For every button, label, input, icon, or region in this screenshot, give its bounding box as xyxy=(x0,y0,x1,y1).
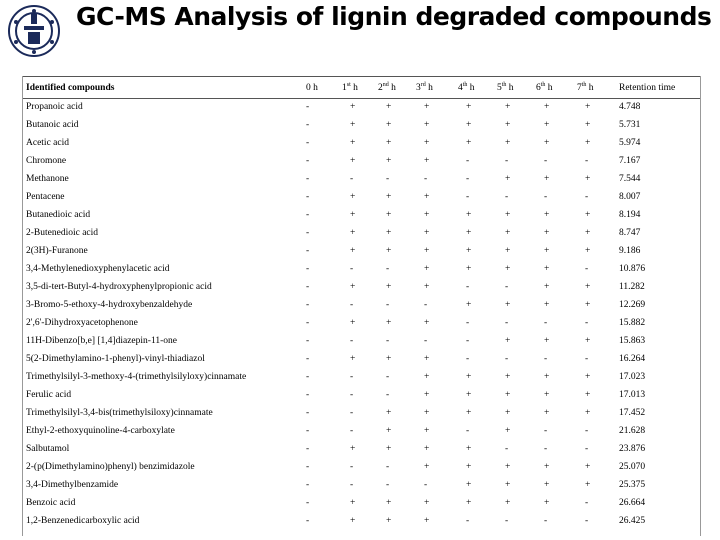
table-row xyxy=(26,260,707,278)
presence-mark: - xyxy=(350,372,354,382)
presence-mark: + xyxy=(505,498,511,508)
presence-mark: + xyxy=(424,192,430,202)
presence-mark: + xyxy=(424,156,430,166)
retention-time: 11.282 xyxy=(619,282,645,292)
presence-mark: - xyxy=(544,192,548,202)
retention-time: 17.452 xyxy=(619,408,646,418)
table-row xyxy=(26,152,707,170)
presence-mark: + xyxy=(505,336,511,346)
compound-name: Methanone xyxy=(26,174,69,184)
presence-mark: + xyxy=(386,516,392,526)
presence-mark: + xyxy=(466,408,472,418)
presence-mark: - xyxy=(306,408,310,418)
presence-mark: + xyxy=(424,264,430,274)
presence-mark: + xyxy=(505,372,511,382)
presence-mark: - xyxy=(306,426,310,436)
presence-mark: + xyxy=(544,174,550,184)
table-row xyxy=(26,368,707,386)
compound-name: Propanoic acid xyxy=(26,102,83,112)
presence-mark: + xyxy=(424,138,430,148)
presence-mark: - xyxy=(350,462,354,472)
presence-mark: + xyxy=(386,138,392,148)
presence-mark: + xyxy=(585,228,591,238)
presence-mark: - xyxy=(306,480,310,490)
presence-mark: + xyxy=(424,498,430,508)
presence-mark: + xyxy=(424,282,430,292)
presence-mark: - xyxy=(585,516,589,526)
presence-mark: - xyxy=(306,174,310,184)
compound-name: Pentacene xyxy=(26,192,65,202)
presence-mark: - xyxy=(544,156,548,166)
table-row xyxy=(26,242,707,260)
presence-mark: + xyxy=(424,210,430,220)
presence-mark: + xyxy=(466,246,472,256)
presence-mark: + xyxy=(505,246,511,256)
presence-mark: + xyxy=(386,282,392,292)
presence-mark: - xyxy=(505,318,509,328)
compound-name: 5(2-Dimethylamino-1-phenyl)-vinyl-thiadiazol xyxy=(26,354,205,364)
presence-mark: + xyxy=(505,462,511,472)
table-body xyxy=(26,98,707,530)
table-row xyxy=(26,98,707,116)
presence-mark: + xyxy=(350,120,356,130)
presence-mark: - xyxy=(466,318,470,328)
presence-mark: - xyxy=(306,282,310,292)
presence-mark: + xyxy=(505,390,511,400)
presence-mark: + xyxy=(466,102,472,112)
presence-mark: + xyxy=(386,408,392,418)
retention-time: 5.731 xyxy=(619,120,641,130)
presence-mark: - xyxy=(350,174,354,184)
presence-mark: + xyxy=(350,318,356,328)
retention-time: 21.628 xyxy=(619,426,646,436)
presence-mark: + xyxy=(386,444,392,454)
presence-mark: - xyxy=(544,426,548,436)
compound-name: Ferulic acid xyxy=(26,390,72,400)
presence-mark: - xyxy=(350,336,354,346)
table-row xyxy=(26,512,707,530)
presence-mark: + xyxy=(466,300,472,310)
presence-mark: + xyxy=(424,120,430,130)
presence-mark: - xyxy=(466,282,470,292)
presence-mark: + xyxy=(466,444,472,454)
compound-name: 3,4-Methylenedioxyphenylacetic acid xyxy=(26,264,170,274)
table-row xyxy=(26,296,707,314)
retention-time: 25.070 xyxy=(619,462,646,472)
column-header: 5th h xyxy=(497,82,514,94)
presence-mark: - xyxy=(505,192,509,202)
retention-time: 8.747 xyxy=(619,228,641,238)
presence-mark: - xyxy=(350,408,354,418)
compound-name: Acetic acid xyxy=(26,138,69,148)
presence-mark: + xyxy=(466,228,472,238)
presence-mark: + xyxy=(424,228,430,238)
column-header: Identified compounds xyxy=(26,83,115,93)
presence-mark: + xyxy=(505,426,511,436)
table-row xyxy=(26,494,707,512)
compound-name: 1,2-Benzenedicarboxylic acid xyxy=(26,516,140,526)
presence-mark: + xyxy=(544,408,550,418)
presence-mark: - xyxy=(424,174,428,184)
retention-time: 12.269 xyxy=(619,300,646,310)
presence-mark: + xyxy=(386,246,392,256)
presence-mark: + xyxy=(544,336,550,346)
presence-mark: + xyxy=(505,300,511,310)
table-left-rule xyxy=(22,76,23,536)
retention-time: 8.007 xyxy=(619,192,641,202)
table-top-rule xyxy=(22,76,700,77)
presence-mark: + xyxy=(544,462,550,472)
column-header: 2nd h xyxy=(378,82,396,94)
compound-name: Benzoic acid xyxy=(26,498,76,508)
presence-mark: - xyxy=(386,264,390,274)
presence-mark: - xyxy=(306,318,310,328)
table-row xyxy=(26,224,707,242)
compounds-table xyxy=(26,78,707,530)
presence-mark: + xyxy=(585,300,591,310)
presence-mark: - xyxy=(505,516,509,526)
presence-mark: + xyxy=(505,174,511,184)
presence-mark: + xyxy=(386,498,392,508)
presence-mark: - xyxy=(466,354,470,364)
presence-mark: - xyxy=(544,444,548,454)
retention-time: 15.882 xyxy=(619,318,646,328)
presence-mark: - xyxy=(585,426,589,436)
presence-mark: - xyxy=(306,372,310,382)
table-row xyxy=(26,332,707,350)
presence-mark: - xyxy=(386,480,390,490)
presence-mark: + xyxy=(424,354,430,364)
presence-mark: - xyxy=(306,246,310,256)
presence-mark: + xyxy=(466,210,472,220)
column-header: 0 h xyxy=(306,83,318,93)
presence-mark: - xyxy=(306,228,310,238)
compound-name: 3-Bromo-5-ethoxy-4-hydroxybenzaldehyde xyxy=(26,300,193,310)
presence-mark: - xyxy=(585,318,589,328)
presence-mark: + xyxy=(585,336,591,346)
presence-mark: - xyxy=(386,372,390,382)
presence-mark: - xyxy=(386,174,390,184)
presence-mark: + xyxy=(466,498,472,508)
presence-mark: + xyxy=(505,138,511,148)
presence-mark: + xyxy=(386,426,392,436)
presence-mark: - xyxy=(466,192,470,202)
presence-mark: - xyxy=(585,498,589,508)
retention-time: 26.425 xyxy=(619,516,646,526)
presence-mark: + xyxy=(424,444,430,454)
retention-time: 8.194 xyxy=(619,210,641,220)
presence-mark: + xyxy=(585,138,591,148)
presence-mark: + xyxy=(466,390,472,400)
retention-time: 16.264 xyxy=(619,354,646,364)
presence-mark: + xyxy=(424,408,430,418)
slide-title: GC-MS Analysis of lignin degraded compounds xyxy=(76,2,712,31)
presence-mark: + xyxy=(505,228,511,238)
presence-mark: + xyxy=(424,318,430,328)
presence-mark: + xyxy=(544,390,550,400)
presence-mark: - xyxy=(306,102,310,112)
compound-name: 2-(p(Dimethylamino)phenyl) benzimidazole xyxy=(26,462,195,472)
institute-seal-icon xyxy=(4,2,68,60)
presence-mark: - xyxy=(505,354,509,364)
presence-mark: + xyxy=(466,120,472,130)
presence-mark: + xyxy=(386,318,392,328)
presence-mark: + xyxy=(424,462,430,472)
presence-mark: - xyxy=(544,516,548,526)
table-row xyxy=(26,278,707,296)
presence-mark: - xyxy=(306,156,310,166)
presence-mark: + xyxy=(585,372,591,382)
presence-mark: + xyxy=(386,354,392,364)
retention-time: 15.863 xyxy=(619,336,646,346)
presence-mark: - xyxy=(386,390,390,400)
presence-mark: + xyxy=(466,462,472,472)
table-row xyxy=(26,440,707,458)
presence-mark: + xyxy=(386,210,392,220)
presence-mark: + xyxy=(585,246,591,256)
compound-name: Salbutamol xyxy=(26,444,70,454)
table-row xyxy=(26,458,707,476)
compound-name: 3,5-di-tert-Butyl-4-hydroxyphenylpropionic acid xyxy=(26,282,212,292)
presence-mark: + xyxy=(585,120,591,130)
presence-mark: + xyxy=(350,102,356,112)
presence-mark: + xyxy=(505,408,511,418)
presence-mark: + xyxy=(350,516,356,526)
presence-mark: - xyxy=(585,156,589,166)
presence-mark: + xyxy=(350,228,356,238)
presence-mark: + xyxy=(350,354,356,364)
table-row xyxy=(26,404,707,422)
presence-mark: - xyxy=(466,426,470,436)
compound-name: 3,4-Dimethylbenzamide xyxy=(26,480,119,490)
presence-mark: + xyxy=(585,390,591,400)
presence-mark: + xyxy=(544,498,550,508)
presence-mark: + xyxy=(424,246,430,256)
presence-mark: - xyxy=(424,300,428,310)
presence-mark: + xyxy=(585,174,591,184)
presence-mark: - xyxy=(505,444,509,454)
table-row xyxy=(26,314,707,332)
presence-mark: + xyxy=(544,120,550,130)
presence-mark: + xyxy=(386,156,392,166)
table-row xyxy=(26,170,707,188)
presence-mark: - xyxy=(585,192,589,202)
presence-mark: - xyxy=(306,444,310,454)
compound-name: Trimethylsilyl-3-methoxy-4-(trimethylsilyloxy)cinnamate xyxy=(26,372,247,382)
column-header: 6th h xyxy=(536,82,553,94)
presence-mark: + xyxy=(505,120,511,130)
presence-mark: - xyxy=(306,390,310,400)
presence-mark: + xyxy=(386,120,392,130)
presence-mark: + xyxy=(505,480,511,490)
presence-mark: + xyxy=(505,210,511,220)
presence-mark: + xyxy=(585,210,591,220)
table-row xyxy=(26,188,707,206)
compound-name: 2(3H)-Furanone xyxy=(26,246,88,256)
presence-mark: - xyxy=(505,282,509,292)
presence-mark: + xyxy=(466,480,472,490)
presence-mark: + xyxy=(585,102,591,112)
presence-mark: - xyxy=(350,390,354,400)
presence-mark: + xyxy=(544,264,550,274)
presence-mark: + xyxy=(505,102,511,112)
presence-mark: + xyxy=(544,102,550,112)
presence-mark: - xyxy=(466,174,470,184)
presence-mark: + xyxy=(544,282,550,292)
presence-mark: - xyxy=(466,516,470,526)
presence-mark: + xyxy=(386,102,392,112)
presence-mark: + xyxy=(585,282,591,292)
presence-mark: + xyxy=(585,462,591,472)
presence-mark: - xyxy=(306,210,310,220)
presence-mark: + xyxy=(544,300,550,310)
retention-time: 10.876 xyxy=(619,264,646,274)
table-row xyxy=(26,206,707,224)
presence-mark: - xyxy=(585,354,589,364)
presence-mark: + xyxy=(386,192,392,202)
retention-time: 7.167 xyxy=(619,156,641,166)
presence-mark: - xyxy=(424,480,428,490)
column-header: 1st h xyxy=(342,82,358,94)
presence-mark: + xyxy=(544,138,550,148)
presence-mark: - xyxy=(306,264,310,274)
presence-mark: - xyxy=(350,300,354,310)
presence-mark: - xyxy=(350,480,354,490)
presence-mark: - xyxy=(505,156,509,166)
presence-mark: - xyxy=(306,192,310,202)
table-header-row xyxy=(26,78,707,98)
presence-mark: + xyxy=(350,138,356,148)
presence-mark: - xyxy=(386,462,390,472)
presence-mark: - xyxy=(306,462,310,472)
compound-name: Butanedioic acid xyxy=(26,210,91,220)
presence-mark: + xyxy=(466,264,472,274)
retention-time: 17.023 xyxy=(619,372,646,382)
presence-mark: + xyxy=(466,372,472,382)
presence-mark: + xyxy=(505,264,511,274)
presence-mark: - xyxy=(424,336,428,346)
presence-mark: + xyxy=(424,390,430,400)
presence-mark: + xyxy=(350,498,356,508)
presence-mark: - xyxy=(544,354,548,364)
compound-name: Trimethylsilyl-3,4-bis(trimethylsiloxy)cinnamate xyxy=(26,408,213,418)
retention-time: 26.664 xyxy=(619,498,646,508)
compound-name: Chromone xyxy=(26,156,67,166)
presence-mark: - xyxy=(306,120,310,130)
presence-mark: + xyxy=(544,480,550,490)
presence-mark: - xyxy=(386,300,390,310)
presence-mark: - xyxy=(466,156,470,166)
compound-name: 11H-Dibenzo[b,e] [1,4]diazepin-11-one xyxy=(26,336,177,346)
retention-time: 4.748 xyxy=(619,102,641,112)
table-row xyxy=(26,350,707,368)
table-row xyxy=(26,134,707,152)
presence-mark: + xyxy=(350,246,356,256)
presence-mark: - xyxy=(585,444,589,454)
presence-mark: - xyxy=(306,300,310,310)
presence-mark: - xyxy=(306,336,310,346)
retention-time: 7.544 xyxy=(619,174,641,184)
retention-time: 5.974 xyxy=(619,138,641,148)
presence-mark: + xyxy=(424,516,430,526)
retention-time: 23.876 xyxy=(619,444,646,454)
presence-mark: - xyxy=(386,336,390,346)
retention-time: 9.186 xyxy=(619,246,641,256)
presence-mark: + xyxy=(544,228,550,238)
presence-mark: - xyxy=(306,138,310,148)
presence-mark: - xyxy=(350,264,354,274)
compound-name: 2',6'-Dihydroxyacetophenone xyxy=(26,318,138,328)
presence-mark: - xyxy=(306,516,310,526)
presence-mark: + xyxy=(386,228,392,238)
presence-mark: + xyxy=(350,282,356,292)
compound-name: Butanoic acid xyxy=(26,120,79,130)
presence-mark: + xyxy=(585,408,591,418)
column-header: 3rd h xyxy=(416,82,433,94)
presence-mark: - xyxy=(544,318,548,328)
presence-mark: + xyxy=(350,210,356,220)
presence-mark: + xyxy=(544,246,550,256)
presence-mark: + xyxy=(544,210,550,220)
column-header: 4th h xyxy=(458,82,475,94)
presence-mark: + xyxy=(585,480,591,490)
column-header: Retention time xyxy=(619,83,676,93)
column-header: 7th h xyxy=(577,82,594,94)
retention-time: 17.013 xyxy=(619,390,646,400)
presence-mark: + xyxy=(424,102,430,112)
presence-mark: + xyxy=(466,138,472,148)
presence-mark: + xyxy=(424,372,430,382)
presence-mark: - xyxy=(350,426,354,436)
presence-mark: - xyxy=(585,264,589,274)
table-row xyxy=(26,422,707,440)
table-row xyxy=(26,116,707,134)
compound-name: Ethyl-2-ethoxyquinoline-4-carboxylate xyxy=(26,426,175,436)
presence-mark: - xyxy=(306,498,310,508)
table-row xyxy=(26,386,707,404)
presence-mark: + xyxy=(350,444,356,454)
presence-mark: + xyxy=(544,372,550,382)
table-row xyxy=(26,476,707,494)
presence-mark: - xyxy=(306,354,310,364)
presence-mark: + xyxy=(350,156,356,166)
compound-name: 2-Butenedioic acid xyxy=(26,228,99,238)
presence-mark: - xyxy=(466,336,470,346)
retention-time: 25.375 xyxy=(619,480,646,490)
presence-mark: + xyxy=(424,426,430,436)
presence-mark: + xyxy=(350,192,356,202)
